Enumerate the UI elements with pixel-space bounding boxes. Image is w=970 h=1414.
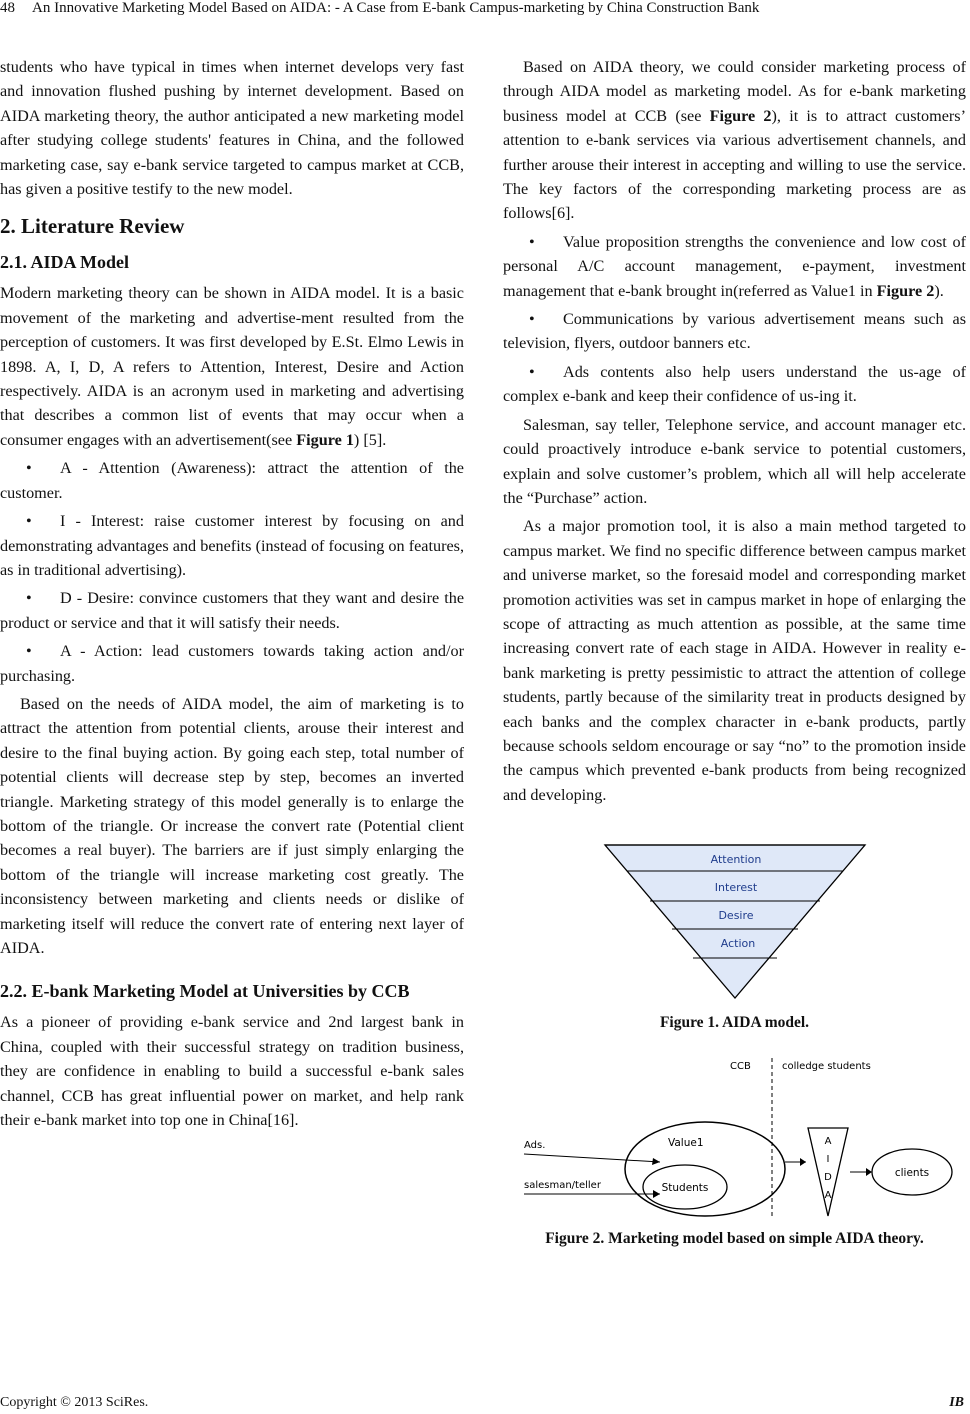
funnel-level-action: Action [720,937,755,951]
aida-theory-paragraph [503,55,966,226]
journal-abbrev: IB [949,1395,964,1410]
paragraph-text: ), it is to attract customers’ attention to e-bank services via various advertisement channels, and further arouse their interest in accepting and willing to use the service. The key factors of the corresponding marketing process are as follows[6]. [503,106,966,223]
ccb-label: CCB [729,1061,751,1073]
bullet-text: Communications by various advertisement means such as television, flyers, outdoor banners etc. [503,310,966,353]
ads-label: Ads. [523,1140,545,1152]
bullet-attention [0,456,464,505]
bullet-ads-contents [503,360,966,409]
aida-letter-a: A [824,1136,831,1148]
subsection-2-2-heading: 2.2. E-bank Marketing Model at Universities by CCB [0,981,410,1002]
right-column [503,55,966,1248]
figure-1 [503,843,966,1032]
bullet-icon: • [529,362,535,381]
bullet-text: A - Action: lead customers towards taking action and/or purchasing. [0,642,464,685]
ads-arrow [524,1154,660,1162]
figure-2-reference[interactable]: Figure 2 [709,106,772,125]
value1-label: Value1 [667,1137,704,1150]
bullet-value-proposition [503,230,966,303]
aida-needs-paragraph: Based on the needs of AIDA model, the aim of marketing is to attract the attention from potential clients, arouse their interest and desire to the final buying action. By going each step, total number of potential clients will decrease step by step, becomes an inverted triangle. Marketing strategy of this model generally is to enlarge the bottom of the triangle. Or increase the convert rate (Potential client becomes a real buyer). The barriers are if just simply enlarging the bottom of the triangle will increase marketing cost greatly. The inconsistency between marketing and clients needs or dislike of marketing itself will reduce the convert rate of entering next layer of AIDA. [0,694,464,957]
pioneer-paragraph: As a pioneer of providing e-bank service and 2nd largest bank in China, coupled with their successful strategy on tradition business, they are confidence in enabling to build a successful e-bank sales channel, CCB has great influential power on market, and help rank their e-bank market into top one in China[16]. [0,1013,464,1130]
subsection-2-1-heading: 2.1. AIDA Model [0,252,130,273]
bullet-text: I - Interest: raise customer interest by focusing on and demonstrating advantages and benefits (instead of focusing on features, as in traditional advertising). [0,512,464,579]
aida-funnel-diagram [600,843,870,1003]
running-title: An Innovative Marketing Model Based on AIDA: - A Case from E-bank Campus-marketing by China Construction Bank [32,0,760,16]
paragraph-text: Based on AIDA theory, we could consider marketing process of through AIDA model as marketing model. As for e-bank marketing business model at CCB (see [503,58,966,125]
aida-paragraph-text: Modern marketing theory can be shown in AIDA model. It is a basic movement of the marketing and advertise-ment resulted from the perception of customers. It was first developed by E.St. Elmo Lewis in 1898. A, I, D, A refers to Attention, Interest, Desire and Action respectively. AIDA is an acronym used in marketing and advertising that describes a common list of events that may occur when a consumer engages with an advertisement(see [0,284,464,449]
page-header [0,0,970,30]
bullet-interest [0,509,464,582]
clients-label: clients [894,1167,929,1180]
aida-paragraph-end: ) [5]. [353,430,387,449]
figure-1-reference[interactable]: Figure 1 [296,430,354,449]
promotion-paragraph: As a major promotion tool, it is also a main method targeted to campus market. We find no specific difference between campus market and universe market, so the foresaid model and corresponding market promotion activities was set in campus market in hope of enlarging the scope of attracting as much attention as possible, at the same time increasing convert rate of each stage in AIDA. However in reality e-bank marketing is pretty pessimistic to attract the attention of college students, partly because of the similarity treat in products designed by each banks and the complex character in e-bank products, partly because schools seldom encourage or say “no” to the promotion inside the campus which prevented e-bank products from being recognized and developing. [503,517,966,804]
intro-paragraph: students who have typical in times when internet develops very fast and innovation flushed pushing by internet development. Based on AIDA marketing theory, the author anticipated a new marketing model after studying college students' features in China, and the followed marketing case, say e-bank service targeted to campus market at CCB, has given a positive testify to the new model. [0,58,464,199]
figure-1-caption: Figure 1. AIDA model. [659,1014,810,1032]
figure-2-caption: Figure 2. Marketing model based on simple AIDA theory. [545,1230,924,1248]
funnel-level-desire: Desire [717,909,754,923]
value1-ellipse [625,1122,785,1216]
salesman-label: salesman/teller [523,1180,601,1192]
bullet-icon: • [26,642,32,661]
bullet-communications [503,307,966,356]
bullet-text: Ads contents also help users understand the us-age of complex e-bank and keep their confidence of us-ing it. [503,362,966,406]
copyright-text: Copyright © 2013 SciRes. [0,1395,149,1410]
aida-letter-a2: A [824,1190,831,1202]
section-2-heading: 2. Literature Review [0,214,185,239]
bullet-icon: • [26,589,32,608]
funnel-level-attention: Attention [710,853,761,867]
page-number: 48 [0,0,15,16]
bullet-icon: • [26,512,32,531]
aida-letter-d: D [823,1172,832,1184]
bullet-text: D - Desire: convince customers that they want and desire the product or service and that it will satisfy their needs. [0,589,464,632]
students-label: Students [661,1182,708,1195]
college-students-label: colledge students [781,1061,871,1073]
bullet-icon: • [529,310,535,329]
aida-model-paragraph [0,281,464,452]
figure-2-reference[interactable]: Figure 2 [876,281,935,300]
aida-letter-i: I [826,1154,829,1166]
bullet-action [0,639,464,688]
marketing-model-diagram [510,1054,960,1219]
bullet-icon: • [529,232,535,251]
bullet-text: ). [934,281,944,300]
bullet-desire [0,586,464,635]
salesman-paragraph: Salesman, say teller, Telephone service, and account manager etc. could proactively introduce e-bank service to potential customers, explain and solve customer’s problem, which all will help accelerate the “Purchase” action. [503,415,966,507]
bullet-text: Value proposition strengths the convenience and low cost of personal A/C account management, e-payment, investment management that e-bank brought in(referred as Value1 in [503,232,966,300]
bullet-icon: • [26,459,32,478]
figure-2 [503,1054,966,1248]
funnel-level-interest: Interest [714,881,757,895]
bullet-text: A - Attention (Awareness): attract the attention of the customer. [0,459,464,502]
left-column [0,55,464,1136]
